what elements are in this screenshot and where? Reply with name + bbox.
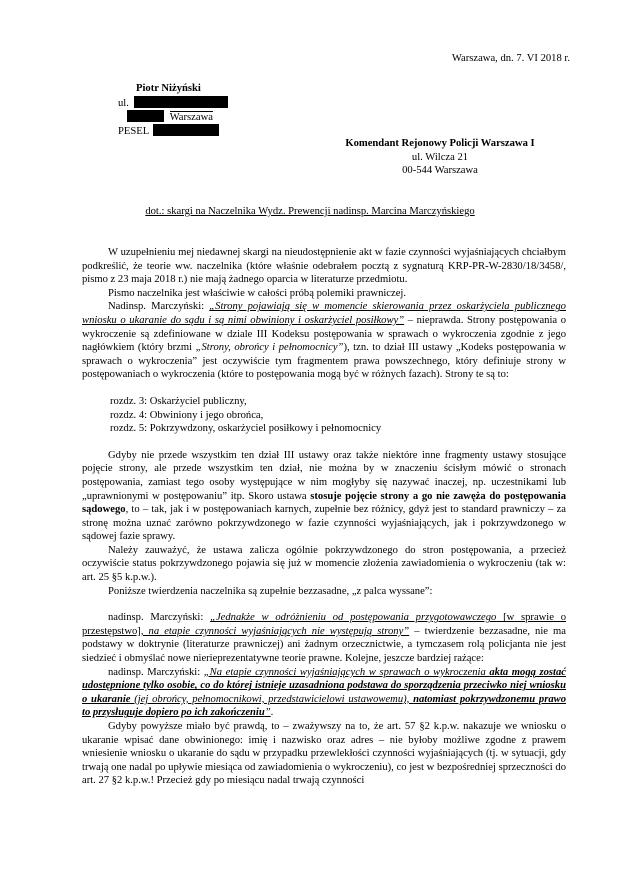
paragraph-2: Pismo naczelnika jest właściwie w całości próbą polemiki prawniczej. [108, 287, 407, 299]
paragraph-7: nadinsp. Marczyński: „Jednakże w odróżnieniu od postępowania przygotowawczego [w sprawie o przestępstwo], na etapie czynności wyjaśniających nie występują strony” – twierdzenie bezzasadne, nie ma podstawy w doktrynie (literaturze prawniczej) ani żadnym orzecznictwie, a tymczasem rolą policjanta nie jest siedzieć i obmyślać nowe nierieprezentatywne teorie prawne. Kolejne, jeszcze bardziej rażące: [82, 612, 567, 665]
sender-name: Piotr Niżyński [136, 83, 201, 94]
paragraph-1: W uzupełnieniu mej niedawnej skargi na nieudostępnienie akt w fazie czynności wyjaśniających chciałbym podkreślić, że teorie ww. naczelnika (które właśnie odebrałem pocztą z sygnaturą KRP-PR-W-2830/18/3458/, pismo z 23 maja 2018 r.) nie mają żadnego oparcia w literaturze przedmiotu. [82, 247, 566, 286]
recipient-name: Komendant Rejonowy Policji Warszawa I [345, 138, 535, 149]
street-label: ul. [118, 98, 129, 109]
recipient-street: ul. Wilcza 21 [411, 151, 469, 163]
paragraph-4: Gdyby nie przede wszystkim ten dział III ustawy oraz także niektóre inne fragmenty ustawy stosujące pojęcie strony, ale przede wszystkim ten dział, nie można by w znaczeniu ścisłym mówić o stronach postępowania, zamiast tego osoby występujące w nim mogłyby się nazywać inaczej, np. uczestnikami lub „uprawnionymi w postępowaniu” itp. Skoro ustawa stosuje pojęcie strony a go nie zawęża do postępowania sądowego, to – tak, jak i w postępowaniach karnych, zupełnie bez różnicy, gdyż jest to standard prawniczy – za stronę można uznać zarówno pokrzywdzonego w fazie czynności wyjaśniających, jak i pokrzywdzonego w sądowej fazie sprawy. [82, 449, 566, 543]
list-item: rozdz. 3: Oskarżyciel publiczny, [110, 395, 247, 407]
sender-city: Warszawa [169, 112, 213, 123]
redacted-house-number [127, 110, 164, 122]
list-item: rozdz. 5: Pokrzywdzony, oskarżyciel posiłkowy i pełnomocnicy [110, 423, 382, 435]
letter-body [82, 246, 566, 788]
sender-pesel-row [118, 124, 219, 139]
subject-line [0, 205, 620, 219]
list-item: rozdz. 4: Obwiniony i jego obrońca, [110, 409, 264, 421]
subject-text: dot.: skargi na Naczelnika Wydz. Prewencji nadinsp. Marcina Marczyńskiego [145, 206, 475, 217]
sender-street-row [118, 96, 228, 111]
redacted-pesel [153, 124, 219, 136]
recipient-block [300, 137, 580, 178]
parties-list [110, 395, 566, 436]
paragraph-5: Należy zauważyć, że ustawa zalicza ogólnie pokrzywdzonego do stron postępowania, a przecież oczywiście status pokrzywdzonego pojawia się już w momencie złożenia zawiadomienia o wykroczeniu (tak w: art. 25 §5 k.p.w.). [82, 544, 566, 584]
recipient-postal: 00-544 Warszawa [402, 165, 478, 177]
sender-city-row [127, 110, 213, 125]
paragraph-9: Gdyby powyższe miało być prawdą, to – zważywszy na to, że art. 57 §2 k.p.w. nakazuje we wniosku o ukaranie wpisać dane obwinionego: imię i nazwisko oraz adres – nie byłoby możliwe zgodne z prawem wniesienie wniosku o ukaranie do sądu w przypadku przewlekłości czynności wyjaśniających (tj. w sytuacji, gdy trwają one nadal po upływie miesiąca od zawiadomienia o wykroczeniu), co jest w bezpośredniej sprzeczności do art. 27 §2 k.p.w.! Przecież gdy po miesiącu nadal trwają czynności [82, 721, 566, 787]
redacted-street [134, 96, 228, 108]
quote-heading: „Strony, obrońcy i pełnomocnicy” [195, 342, 344, 354]
paragraph-8: nadinsp. Marczyński: „Na etapie czynności wyjaśniających w sprawach o wykroczenia akta mogą zostać udostępnione tylko osobie, co do której istnieje uzasadniona podstawa do sporządzenia przeciwko niej wniosku o ukaranie (jej obrońcy, pełnomocnikowi, przedstawicielowi ustawowemu), natomiast pokrzywdzonemu prawo to przysługuje dopiero po ich zakończeniu”. [82, 666, 566, 719]
bold-emphasis: stosuje pojęcie strony a go nie zawęża do postępowania sądowego [82, 490, 566, 516]
paragraph-6: Poniższe twierdzenia naczelnika są zupełnie bezzasadne, „z palca wyssane”: [108, 585, 433, 597]
letter-date: Warszawa, dn. 7. VI 2018 r. [451, 53, 570, 64]
paragraph-3: Nadinsp. Marczyński: „Strony pojawiają się w momencie skierowania przez oskarżyciela publicznego wniosku o ukaranie do sądu i są nimi obwiniony i oskarżyciel posiłkowy” – nieprawda. Strony postępowania o wykroczenie są zdefiniowane w dziale III Kodeksu postępowania w sprawach o wykroczenia zgodnie z jego nagłówkiem (który brzmi „Strony, obrońcy i pełnomocnicy”), tzn. to dział III ustawy „Kodeks postępowania w sprawach o wykroczenia” jest oczywiście tym fragmentem prawa powszechnego, który definiuje strony w postępowaniach o wykroczenia (które to postępowania mogą być w różnych fazach). Strony te są to: [82, 301, 567, 381]
quote-parties: „Strony pojawiają się w momencie skierowania przez oskarżyciela publicznego wniosku o ukaranie do sądu i są nimi obwiniony i oskarżyciel posiłkowy” [82, 301, 566, 326]
pesel-label: PESEL [118, 126, 149, 137]
